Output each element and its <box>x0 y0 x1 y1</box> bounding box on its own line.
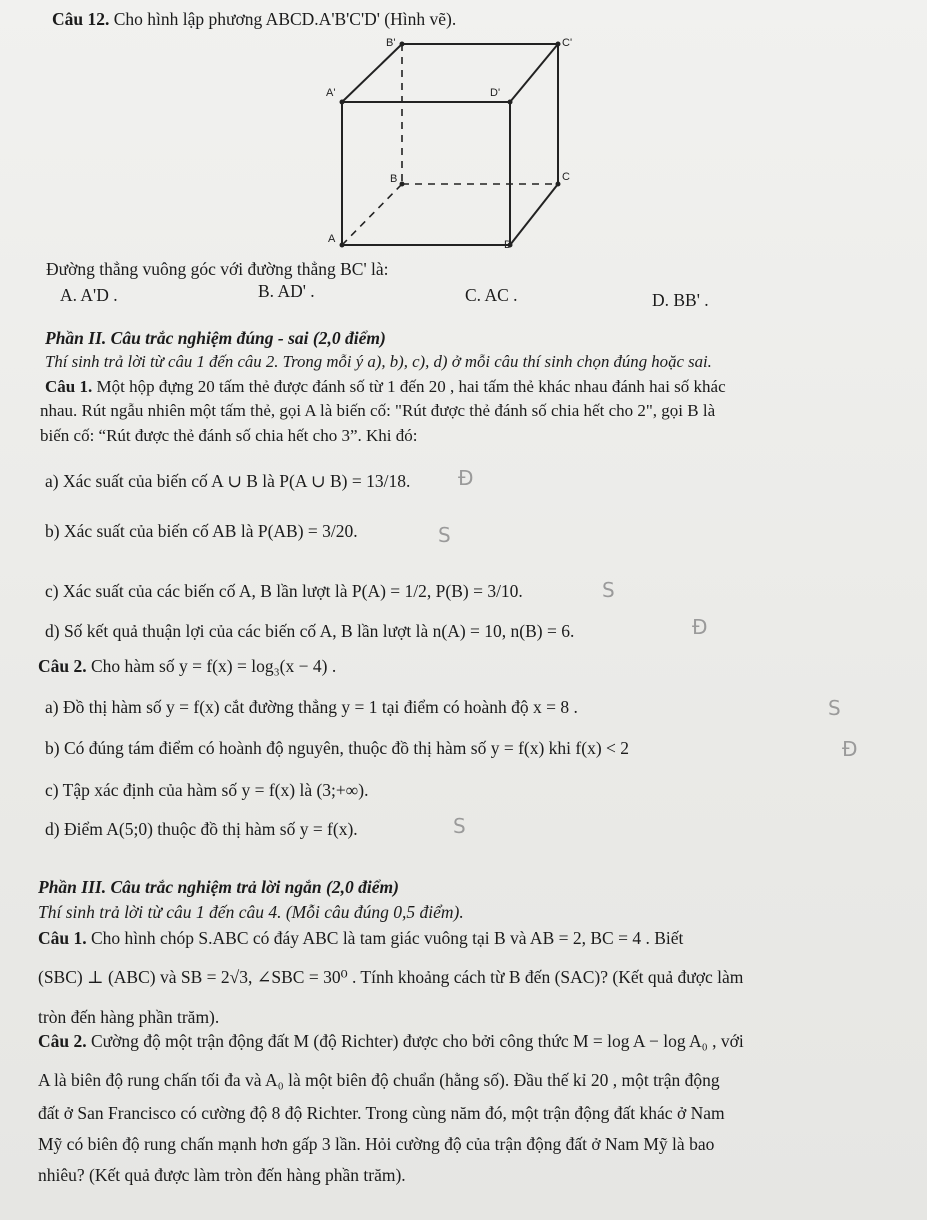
label-c: C <box>562 171 570 183</box>
q12-option-a: A. A'D . <box>60 285 118 305</box>
p2q2-a: a) Đồ thị hàm số y = f(x) cắt đường thẳng y = 1 tại điểm có hoành độ x = 8 . <box>45 697 578 717</box>
p2q1-label: Câu 1. <box>45 377 93 396</box>
p2q1-a: a) Xác suất của biến cố A ∪ B là P(A ∪ B) = 13/18. <box>45 471 411 491</box>
p2q1-b: b) Xác suất của biến cố AB là P(AB) = 3/20. <box>45 521 358 541</box>
part3-title: Phần III. Câu trắc nghiệm trả lời ngắn (2,0 điểm) <box>38 877 399 897</box>
mark-p2q1-d: Đ <box>692 615 708 639</box>
q12-title: Câu 12. <box>52 9 110 29</box>
p2q2-d: d) Điểm A(5;0) thuộc đồ thị hàm số y = f(x). <box>45 819 358 839</box>
q12-option-c: C. AC . <box>465 285 518 305</box>
label-b-prime: B' <box>386 37 396 49</box>
p2q2-c: c) Tập xác định của hàm số y = f(x) là (3;+∞). <box>45 780 369 800</box>
q12-line <box>52 8 456 30</box>
p2q2-label: Câu 2. <box>38 656 87 676</box>
p2q1-line2: nhau. Rút ngẫu nhiên một tấm thẻ, gọi A là biến cố: "Rút được thẻ đánh số chia hết cho 2", gọi B là <box>40 401 716 420</box>
part2-title: Phần II. Câu trắc nghiệm đúng - sai (2,0 điểm) <box>45 328 386 348</box>
mark-p2q1-a: Đ <box>458 466 474 490</box>
p3q2-line4: Mỹ có biên độ rung chấn mạnh hơn gấp 3 lần. Hỏi cường độ của trận động đất ở Nam Mỹ là bao <box>38 1134 715 1154</box>
mark-p2q2-a: S <box>828 696 841 720</box>
label-c-prime: C' <box>562 37 573 49</box>
p3q2-line3: đất ở San Francisco có cường độ 8 độ Richter. Trong cùng năm đó, một trận động đất khác ở Nam <box>38 1103 725 1123</box>
p3q1-line1 <box>38 927 683 949</box>
p2q1-d: d) Số kết quả thuận lợi của các biến cố A, B lần lượt là n(A) = 10, n(B) = 6. <box>45 621 575 641</box>
p3q2-label: Câu 2. <box>38 1031 87 1051</box>
label-d-prime: D' <box>490 87 501 99</box>
p2q1-c: c) Xác suất của các biến cố A, B lần lượt là P(A) = 1/2, P(B) = 3/10. <box>45 581 523 601</box>
p3q2-line2: A là biên độ rung chấn tối đa và A₀ là một biên độ chuẩn (hằng số). Đầu thế kỉ 20 , một trận động <box>38 1070 720 1090</box>
mark-p2q1-b: S <box>438 523 451 547</box>
p3q1-text1: Cho hình chóp S.ABC có đáy ABC là tam giác vuông tại B và AB = 2, BC = 4 . Biết <box>91 928 684 948</box>
p2q1-line3: biến cố: “Rút được thẻ đánh số chia hết cho 3”. Khi đó: <box>40 426 418 445</box>
p3q2-text1: Cường độ một trận động đất M (độ Richter) được cho bởi công thức M = log A − log A₀ , với <box>91 1031 744 1051</box>
mark-p2q2-d: S <box>453 814 466 838</box>
p2q1-line1 <box>45 376 726 398</box>
q12-prompt: Đường thẳng vuông góc với đường thẳng BC' là: <box>46 259 389 279</box>
label-d: D <box>504 239 512 251</box>
mark-p2q1-c: S <box>602 578 615 602</box>
p2q2-b: b) Có đúng tám điểm có hoành độ nguyên, thuộc đồ thị hàm số y = f(x) khi f(x) < 2 <box>45 738 630 758</box>
label-a: A <box>328 233 336 245</box>
mark-p2q2-b: Đ <box>842 737 858 761</box>
p3q1-line2: (SBC) ⊥ (ABC) và SB = 2√3, ∠SBC = 30⁰ . Tính khoảng cách từ B đến (SAC)? (Kết quả được làm <box>38 967 744 987</box>
part3-instruction: Thí sinh trả lời từ câu 1 đến câu 4. (Mỗi câu đúng 0,5 điểm). <box>38 902 464 922</box>
part2-instruction: Thí sinh trả lời từ câu 1 đến câu 2. Trong mỗi ý a), b), c), d) ở mỗi câu thí sinh chọn đúng hoặc sai. <box>45 352 712 371</box>
p3q1-line3: tròn đến hàng phần trăm). <box>38 1007 220 1027</box>
p2q1-text1: Một hộp đựng 20 tấm thẻ được đánh số từ 1 đến 20 , hai tấm thẻ khác nhau đánh hai số khác <box>96 377 726 396</box>
cube-figure <box>300 30 590 260</box>
label-b: B <box>390 173 398 185</box>
q12-option-d: D. BB' . <box>652 290 709 310</box>
p3q2-line5: nhiêu? (Kết quả được làm tròn đến hàng phần trăm). <box>38 1165 406 1185</box>
p3q2-line1 <box>38 1030 744 1052</box>
q12-text: Cho hình lập phương ABCD.A'B'C'D' (Hình vẽ). <box>113 9 457 29</box>
p2q2-text: Cho hàm số y = f(x) = log₃(x − 4) . <box>91 656 337 676</box>
p2q2-line <box>38 655 336 677</box>
label-a-prime: A' <box>326 87 336 99</box>
p3q1-label: Câu 1. <box>38 928 87 948</box>
q12-option-b: B. AD' . <box>258 281 315 301</box>
